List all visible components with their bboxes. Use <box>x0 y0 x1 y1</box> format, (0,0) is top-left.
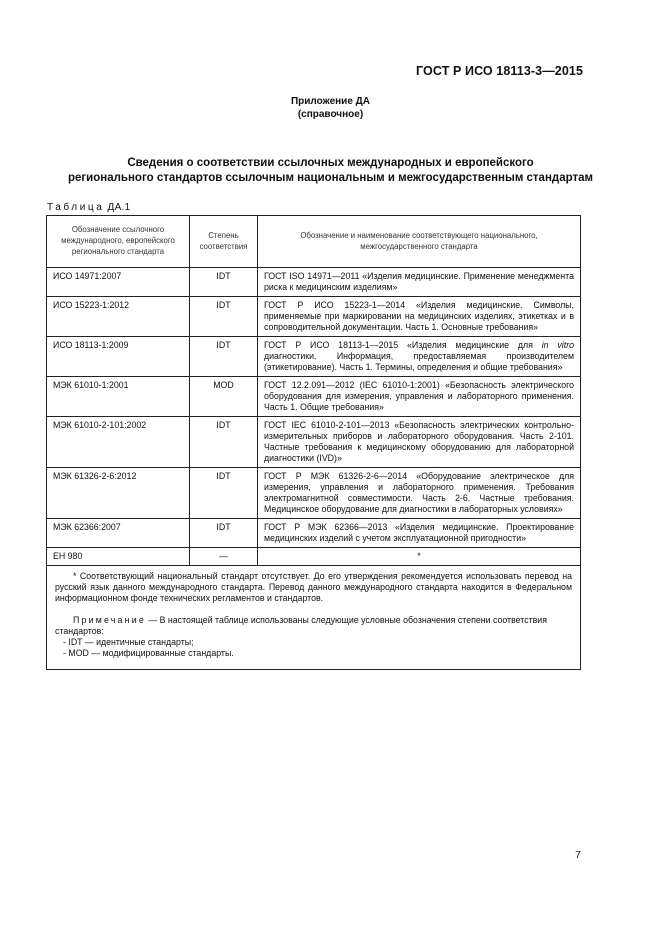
reference-standard-cell: ИСО 18113-1:2009 <box>47 337 190 377</box>
table-row <box>47 519 581 548</box>
table-row <box>47 377 581 417</box>
reference-standard-cell: ЕН 980 <box>47 548 190 566</box>
reference-standard-cell: ИСО 14971:2007 <box>47 268 190 297</box>
correspondence-table <box>46 215 581 670</box>
degree-cell: — <box>190 548 258 566</box>
table-caption <box>47 202 131 213</box>
table-row <box>47 337 581 377</box>
table-footer-row <box>47 566 581 670</box>
reference-standard-cell: МЭК 61010-2-101:2002 <box>47 417 190 468</box>
degree-cell: IDT <box>190 468 258 519</box>
national-standard-text-end: диагностики. Информация, предоставляемая производителем (этикетирование). Часть 1. Термины, определения и общие требования» <box>264 351 574 372</box>
section-title-line-1: Сведения о соответствии ссылочных международных и европейского <box>127 157 534 169</box>
degree-cell: IDT <box>190 297 258 337</box>
note-label: Примечание <box>73 615 146 625</box>
reference-standard-cell: МЭК 61326-2-6:2012 <box>47 468 190 519</box>
national-standard-cell: ГОСТ Р ИСО 15223-1—2014 «Изделия медицинские. Символы, применяемые при маркировании на медицинских изделиях, этикетках и в сопроводительной документации. Часть 1. Основные требования» <box>258 297 581 337</box>
national-standard-cell: ГОСТ IEC 61010-2-101—2013 «Безопасность электрических контрольно-измерительных приборов и лабораторного оборудования. Часть 2-101. Частные требования к медицинскому оборудованию для лабораторной диагностики (IVD)» <box>258 417 581 468</box>
degree-cell: IDT <box>190 268 258 297</box>
national-standard-cell: ГОСТ ISO 14971—2011 «Изделия медицинские. Применение менеджмента риска к медицинским изделиям» <box>258 268 581 297</box>
table-footer <box>47 566 581 670</box>
header-reference-standard: Обозначение ссылочного международного, европейского регионального стандарта <box>47 216 190 268</box>
reference-standard-cell: МЭК 62366:2007 <box>47 519 190 548</box>
note <box>55 615 572 637</box>
in-vitro-italic: in vitro <box>541 340 574 350</box>
degree-cell: IDT <box>190 417 258 468</box>
degree-cell: IDT <box>190 519 258 548</box>
reference-standard-cell: МЭК 61010-1:2001 <box>47 377 190 417</box>
note-item-idt: - IDT — идентичные стандарты; <box>63 637 194 647</box>
table-row <box>47 417 581 468</box>
table-row <box>47 468 581 519</box>
table-header-row <box>47 216 581 268</box>
document-code: ГОСТ Р ИСО 18113-3—2015 <box>416 64 583 78</box>
note-item-mod: - MOD — модифицированные стандарты. <box>63 648 234 658</box>
appendix-title: Приложение ДА <box>290 96 371 107</box>
note-text: — В настоящей таблице использованы следующие условные обозначения степени соответствия стандартов: <box>55 615 547 636</box>
degree-cell: MOD <box>190 377 258 417</box>
national-standard-cell: ГОСТ Р МЭК 62366—2013 «Изделия медицинские. Проектирование медицинских изделий с учетом эксплуатационной пригодности» <box>258 519 581 548</box>
section-title-line-2: регионального стандартов ссылочным национальным и межгосударственным стандартам <box>67 171 594 184</box>
national-standard-cell: * <box>258 548 581 566</box>
table-caption-number: ДА.1 <box>107 202 131 213</box>
degree-cell: IDT <box>190 337 258 377</box>
national-standard-cell: ГОСТ 12.2.091—2012 (IEC 61010-1:2001) «Безопасность электрического оборудования для измерения, управления и лабораторного применения. Часть 1. Общие требования» <box>258 377 581 417</box>
table-caption-prefix: Таблица <box>47 202 105 213</box>
table-row <box>47 268 581 297</box>
footnote: * Соответствующий национальный стандарт отсутствует. До его утверждения рекомендуется использовать перевод на русский язык данного международного стандарта. Перевод данного международного стандарта находится в Федеральном информационном фонде технических регламентов и стандартов. <box>55 571 572 603</box>
page-number: 7 <box>575 849 581 861</box>
national-standard-cell: ГОСТ Р МЭК 61326-2-6—2014 «Оборудование электрическое для измерения, управления и лабораторного применения. Требования электромагнитной совместимости. Часть 2-6. Частные требования. Медицинское оборудование для диагностики в лабораторных условиях» <box>258 468 581 519</box>
national-standard-cell <box>258 337 581 377</box>
appendix-subtitle: (справочное) <box>297 109 364 120</box>
appendix-heading <box>0 95 661 121</box>
national-standard-text-start: ГОСТ Р ИСО 18113-1—2015 «Изделия медицинские для <box>264 340 542 350</box>
reference-standard-cell: ИСО 15223-1:2012 <box>47 297 190 337</box>
section-title <box>60 156 601 185</box>
table-row <box>47 548 581 566</box>
header-national-standard: Обозначение и наименование соответствующего национального, межгосударственного стандарта <box>258 216 581 268</box>
table-row <box>47 297 581 337</box>
header-degree-of-correspondence: Степень соответствия <box>190 216 258 268</box>
